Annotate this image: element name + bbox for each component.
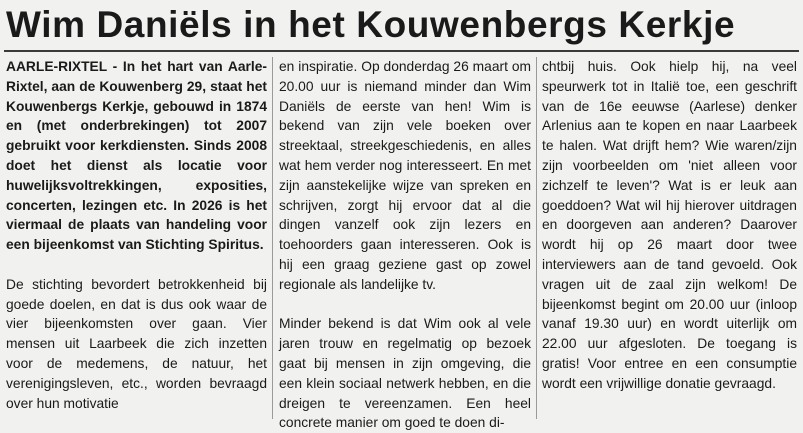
- body-paragraph: Minder bekend is dat Wim ook al vele jaren trouw en regelmatig op bezoek gaat bij mensen in zijn omgeving, die een klein sociaal netwerk hebben, en die dreigen te vereenzamen. Een heel concrete manier om goed te doen di-: [279, 316, 531, 431]
- headline-rule: [4, 50, 799, 52]
- body-paragraph: en inspiratie. Op donderdag 26 maart om 20.00 uur is niemand minder dan Wim Daniëls de eerste van hen! Wim is bekend van zijn vele boeken over streektaal, streekgeschiedenis, en alles wat hem verder nog interesseert. En met zijn aanstekelijke wijze van spreken en schrijven, zorgt hij ervoor dat al die dingen vanzelf ook zijn lezers en toehoorders gaan interesseren. Ook is hij een graag geziene gast op zowel regionale als landelijke tv.: [279, 59, 531, 292]
- article-headline: Wim Daniëls in het Kouwenbergs Kerkje: [6, 4, 736, 45]
- body-paragraph: chtbij huis. Ook hielp hij, na veel speurwerk tot in Italië toe, een geschrift van de 16e eeuwse (Aarlese) denker Arlenius aan te kopen en naar Laarbeek te halen. Wat drijft hem? Wie waren/zijn zijn voorbeelden om 'niet alleen voor zichzelf te leven'? Wat is er leuk aan goeddoen? Wat wil hij hierover uitdragen en doorgeven aan anderen? Daarover wordt hij op 26 maart door twee interviewers aan de tand gevoeld. Ook vragen uit de zaal zijn welkom! De bijeenkomst begint om 20.00 uur (inloop vanaf 19.30 uur) en wordt uiterlijk om 22.00 uur afgesloten. De toegang is gratis! Voor entree en een consumptie wordt een vrijwillige donatie gevraagd.: [542, 59, 797, 391]
- article-column-1: [6, 57, 267, 419]
- lead-paragraph: AARLE-RIXTEL - In het hart van Aarle-Rixtel, aan de Kouwenberg 29, staat het Kouwenbergs Kerkje, gebouwd in 1874 en (met onderbrekingen) tot 2007 gebruikt voor kerkdiensten. Sinds 2008 doet het dienst als locatie voor huwelijksvoltrekkingen, exposities, concerten, lezingen etc. In 2026 is het viermaal de plaats van handeling voor een bijeenkomst van Stichting Spiritus.: [6, 59, 267, 253]
- article-column-3: [542, 57, 797, 419]
- column-divider: [536, 57, 537, 419]
- body-paragraph: De stichting bevordert betrokkenheid bij goede doelen, en dat is dus ook waar de vier bijeenkomsten over gaan. Vier mensen uit Laarbeek die zich inzetten voor de medemens, de natuur, het verenigingsleven, etc., worden bevraagd over hun motivatie: [6, 276, 267, 411]
- article-column-2: [279, 57, 531, 431]
- column-divider: [272, 57, 273, 419]
